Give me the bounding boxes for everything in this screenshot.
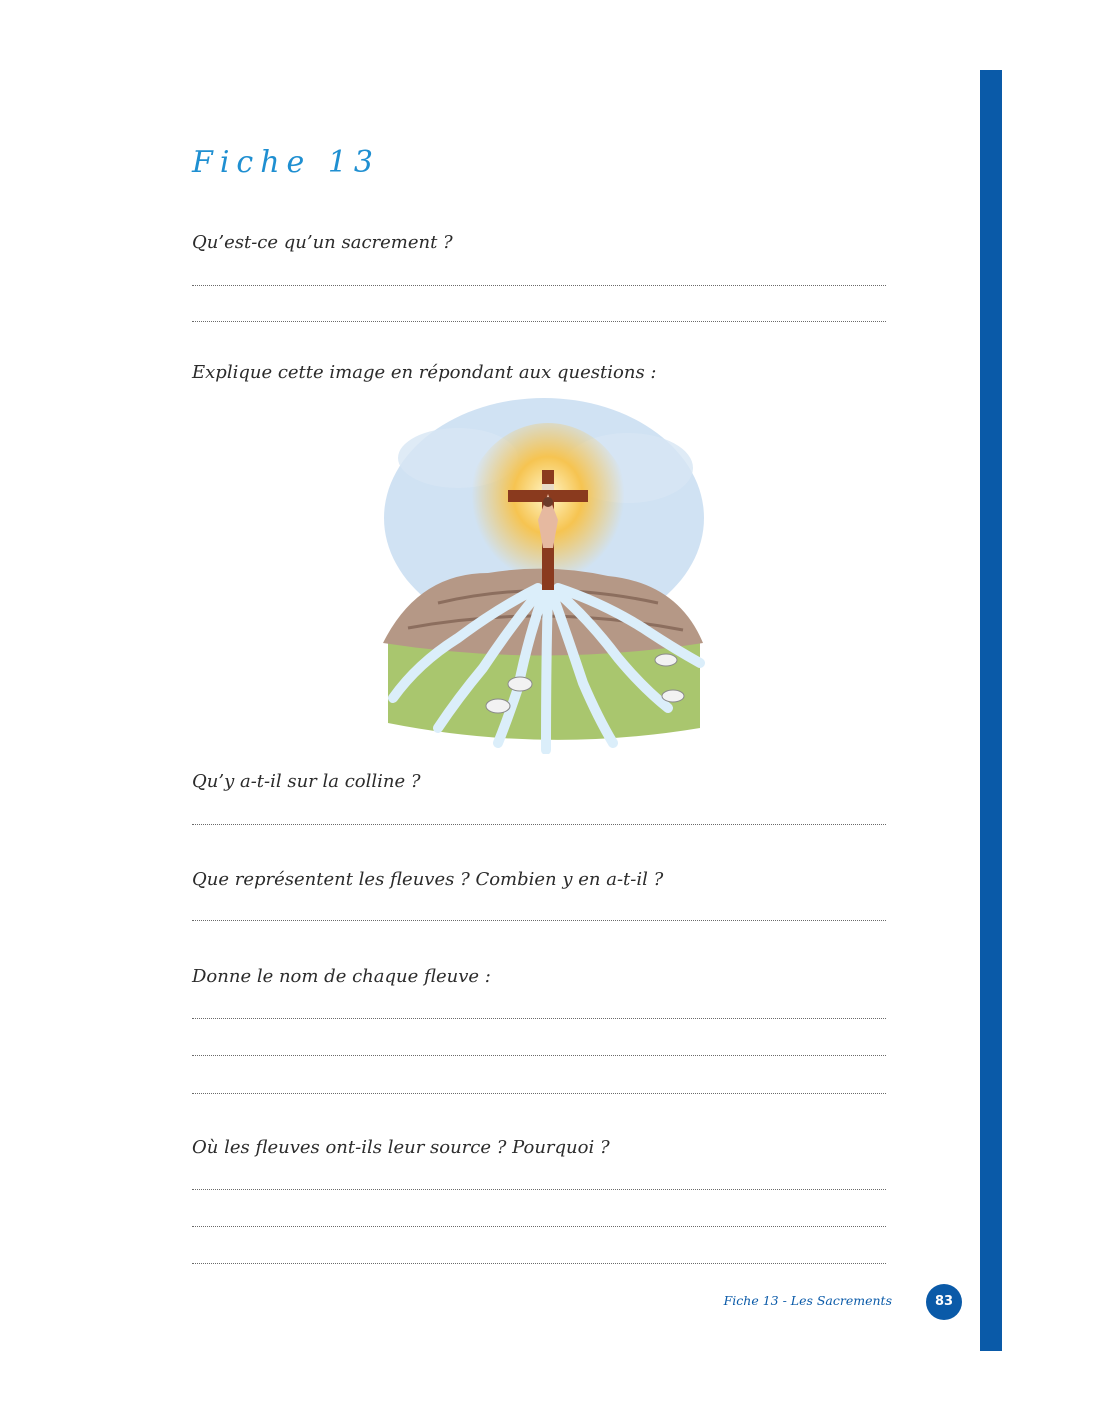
answer-line[interactable]: [192, 1263, 886, 1264]
answer-line[interactable]: [192, 1226, 886, 1227]
crucifix-illustration: [378, 398, 710, 754]
page-number-badge: 83: [926, 1284, 962, 1320]
answer-line[interactable]: [192, 285, 886, 286]
question-rivers: Que représentent les fleuves ? Combien y en a-t-il ?: [192, 869, 664, 890]
answer-line[interactable]: [192, 1093, 886, 1094]
page-title: Fiche 13: [192, 145, 380, 180]
question-river-names: Donne le nom de chaque fleuve :: [192, 966, 491, 987]
question-sacrement: Qu’est-ce qu’un sacrement ?: [192, 232, 453, 253]
answer-line[interactable]: [192, 824, 886, 825]
question-explain-image: Explique cette image en répondant aux questions :: [192, 362, 657, 383]
answer-line[interactable]: [192, 1189, 886, 1190]
question-hill: Qu’y a-t-il sur la colline ?: [192, 771, 421, 792]
answer-line[interactable]: [192, 321, 886, 322]
answer-line[interactable]: [192, 920, 886, 921]
answer-line[interactable]: [192, 1055, 886, 1056]
side-accent-bar: [980, 70, 1002, 1351]
answer-line[interactable]: [192, 1018, 886, 1019]
footer-text: Fiche 13 - Les Sacrements: [723, 1293, 892, 1308]
question-source: Où les fleuves ont-ils leur source ? Pourquoi ?: [192, 1137, 610, 1158]
